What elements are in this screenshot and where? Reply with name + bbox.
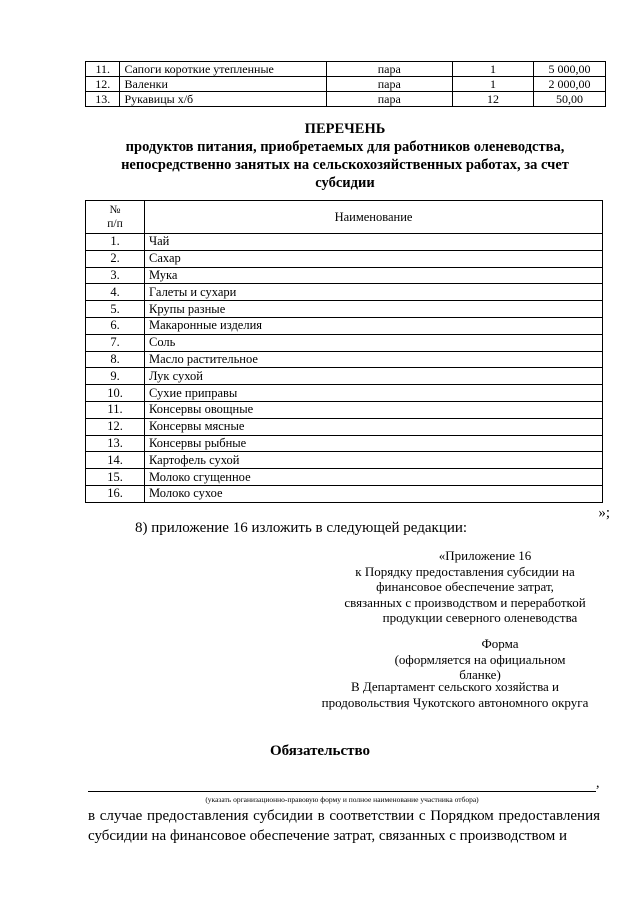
food-row: [86, 317, 603, 334]
item-price: 5 000,00: [534, 62, 606, 77]
header-name: Наименование: [145, 201, 603, 234]
food-name: Чай: [145, 234, 603, 251]
item-name: Сапоги короткие утепленные: [120, 62, 326, 77]
food-num: 12.: [86, 418, 145, 435]
form-line1: Форма: [481, 636, 519, 651]
item-qty: 1: [452, 77, 533, 92]
food-name: Мука: [145, 267, 603, 284]
food-num: 2.: [86, 250, 145, 267]
food-row: [86, 452, 603, 469]
equipment-row: [86, 92, 606, 107]
list-title-line4: субсидии: [315, 175, 375, 191]
item-price: 50,00: [534, 92, 606, 107]
food-row: [86, 401, 603, 418]
food-name: Макаронные изделия: [145, 317, 603, 334]
item-unit: пара: [326, 92, 452, 107]
food-row: [86, 485, 603, 502]
food-row: [86, 301, 603, 318]
food-name: Крупы разные: [145, 301, 603, 318]
fill-hint: (указать организационно-правовую форму и полное наименование участника отбора): [205, 795, 479, 804]
name-fill-line: [88, 773, 596, 792]
item-unit: пара: [326, 77, 452, 92]
header-num-line2: п/п: [107, 218, 123, 230]
header-num: [86, 201, 145, 234]
row-num: 13.: [86, 92, 120, 107]
food-row: [86, 234, 603, 251]
equipment-row: [86, 77, 606, 92]
food-table: [85, 200, 603, 503]
food-num: 5.: [86, 301, 145, 318]
obligation-title: Обязательство: [270, 743, 370, 759]
food-num: 8.: [86, 351, 145, 368]
food-num: 4.: [86, 284, 145, 301]
food-num: 11.: [86, 401, 145, 418]
food-name: Галеты и сухари: [145, 284, 603, 301]
line-comma: ,: [596, 776, 600, 791]
food-row: [86, 351, 603, 368]
form-note: [380, 636, 580, 683]
food-name: Сахар: [145, 250, 603, 267]
food-name: Консервы мясные: [145, 418, 603, 435]
close-quote: »;: [598, 505, 610, 521]
amendment-line: 8) приложение 16 изложить в следующей редакции:: [135, 520, 468, 536]
appendix-line4: связанных с производством и переработкой: [344, 594, 586, 610]
food-num: 15.: [86, 469, 145, 486]
item-qty: 1: [452, 62, 533, 77]
food-num: 10.: [86, 385, 145, 402]
food-num: 3.: [86, 267, 145, 284]
food-name: Лук сухой: [145, 368, 603, 385]
food-row: [86, 469, 603, 486]
food-row: [86, 368, 603, 385]
item-qty: 12: [452, 92, 533, 107]
item-name: Валенки: [120, 77, 326, 92]
food-name: Консервы овощные: [145, 401, 603, 418]
food-row: [86, 385, 603, 402]
food-name: Картофель сухой: [145, 452, 603, 469]
equipment-table: [85, 61, 606, 107]
food-num: 9.: [86, 368, 145, 385]
form-line2: (оформляется на официальном бланке): [394, 651, 566, 682]
list-title-line3: непосредственно занятых на сельскохозяйственных работах, за счет: [121, 157, 569, 173]
food-table-header: [86, 201, 603, 234]
list-title-line1: ПЕРЕЧЕНЬ: [304, 121, 386, 137]
appendix-line1: «Приложение 16: [438, 548, 532, 563]
food-name: Масло растительное: [145, 351, 603, 368]
food-name: Молоко сгущенное: [145, 469, 603, 486]
food-row: [86, 435, 603, 452]
row-num: 12.: [86, 77, 120, 92]
food-name: Сухие приправы: [145, 385, 603, 402]
equipment-row: [86, 62, 606, 77]
list-title-line2: продуктов питания, приобретаемых для работников оленеводства,: [125, 139, 565, 155]
row-num: 11.: [86, 62, 120, 77]
recipient: [310, 679, 600, 710]
item-price: 2 000,00: [534, 77, 606, 92]
list-title: [80, 120, 610, 192]
recipient-line2: продовольствия Чукотского автономного округа: [321, 694, 589, 710]
appendix-header: [330, 548, 600, 626]
food-row: [86, 334, 603, 351]
appendix-line2: к Порядку предоставления субсидии на: [355, 563, 575, 579]
food-num: 6.: [86, 317, 145, 334]
food-name: Соль: [145, 334, 603, 351]
food-num: 14.: [86, 452, 145, 469]
food-num: 13.: [86, 435, 145, 452]
item-unit: пара: [326, 62, 452, 77]
header-num-line1: №: [109, 204, 121, 216]
food-row: [86, 267, 603, 284]
recipient-line1: В Департамент сельского хозяйства и: [350, 679, 560, 694]
food-num: 16.: [86, 485, 145, 502]
food-num: 7.: [86, 334, 145, 351]
food-name: Консервы рыбные: [145, 435, 603, 452]
body-text: в случае предоставления субсидии в соответствии с Порядком предоставления субсидии на финансовое обеспечение затрат, связанных с производством и: [88, 808, 600, 844]
food-row: [86, 250, 603, 267]
food-row: [86, 418, 603, 435]
item-name: Рукавицы х/б: [120, 92, 326, 107]
appendix-line5: продукции северного оленеводства: [382, 610, 578, 625]
food-name: Молоко сухое: [145, 485, 603, 502]
food-row: [86, 284, 603, 301]
food-num: 1.: [86, 234, 145, 251]
appendix-line3: финансовое обеспечение затрат,: [376, 579, 554, 594]
